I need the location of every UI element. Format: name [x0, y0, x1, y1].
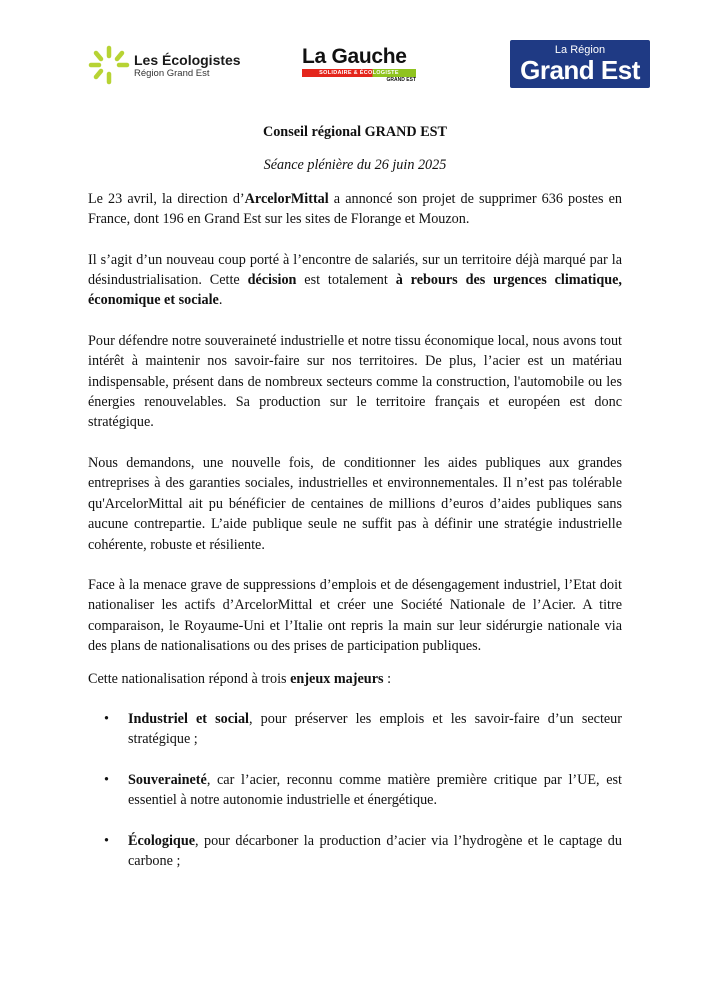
document-subtitle: Séance plénière du 26 juin 2025	[263, 157, 447, 174]
la-gauche-logo	[302, 46, 418, 86]
paragraph-5: Face à la menace grave de suppressions d’emplois et de désengagement industriel, l’Etat doit nationaliser les actifs d’ArcelorMittal et créer une Société Nationale de l’Acier. A titre comparaison, le Royaume-Uni et l’Italie ont repris la main sur leur sidérurgie nationale via des plans de nationalisations ou des prises de participation publiques.	[88, 576, 622, 655]
region-grand-est-logo	[510, 40, 650, 88]
gauche-region: GRAND EST	[386, 77, 416, 83]
ecologistes-region: Région Grand Est	[134, 68, 210, 79]
document-title: Conseil régional GRAND EST	[262, 124, 448, 140]
sun-rays-icon	[88, 44, 130, 86]
bullet-icon: •	[104, 710, 109, 727]
region-small-label: La Région	[554, 44, 606, 56]
ecologistes-name: Les Écologistes	[134, 52, 241, 68]
document-body	[88, 122, 622, 891]
region-big-label: Grand Est	[520, 55, 640, 85]
bullet-icon: •	[104, 832, 109, 849]
list-item: • Souveraineté, car l’acier, reconnu comme matière première critique par l’UE, est essentiel à notre autonomie industrielle et énergétique.	[104, 771, 622, 809]
gauche-tagline: SOLIDAIRE & ÉCOLOGISTE	[302, 69, 416, 77]
paragraph-2: Il s’agit d’un nouveau coup porté à l’encontre de salariés, sur un territoire déjà marqué par la désindustrialisation. Cette décision est totalement à rebours des urgences climatique, économique et sociale.	[88, 251, 622, 309]
list-item: • Industriel et social, pour préserver les emplois et les savoir-faire d’un secteur stratégique ;	[104, 710, 623, 748]
paragraph-6: Cette nationalisation répond à trois enjeux majeurs :	[88, 670, 392, 687]
header-logos	[0, 40, 707, 90]
list-item: • Écologique, pour décarboner la production d’acier via l’hydrogène et le captage du carbone ;	[104, 832, 622, 869]
paragraph-1: Le 23 avril, la direction d’ArcelorMittal a annoncé son projet de supprimer 636 postes en France, dont 196 en Grand Est sur les sites de Florange et Mouzon.	[88, 190, 622, 228]
bullet-icon: •	[104, 771, 109, 788]
paragraph-3: Pour défendre notre souveraineté industrielle et notre tissu économique local, nous avons tout intérêt à maintenir nos savoir-faire sur nos territoires. De plus, l’acier est un matériau indispensable, présent dans de nombreux secteurs comme la construction, l'automobile ou les énergies renouvelables. Sa production sur le territoire français et européen est donc stratégique.	[88, 332, 622, 431]
paragraph-4: Nous demandons, une nouvelle fois, de conditionner les aides publiques aux grandes entreprises à des garanties sociales, industrielles et environnementales. Il n’est pas tolérable qu'ArcelorMittal ait pu bénéficier de centaines de millions d’euros d’aides publiques sans aucune contrepartie. L’aide publique seule ne suffit pas à définir une stratégie industrielle cohérente, robuste et résiliente.	[88, 454, 622, 553]
les-ecologistes-logo	[88, 44, 248, 86]
gauche-title: La Gauche	[302, 45, 407, 68]
bullet-list	[88, 709, 622, 871]
